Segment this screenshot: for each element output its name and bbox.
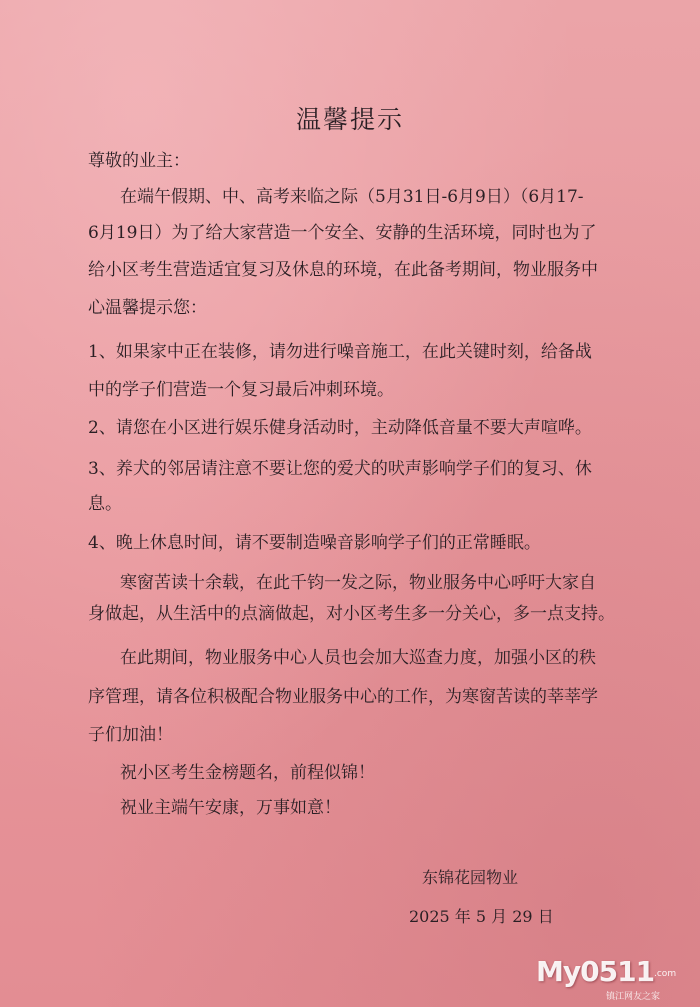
watermark-logo: [536, 955, 696, 1003]
list-item-4-line: 4、晚上休息时间，请不要制造噪音影响学子们的正常睡眠。: [88, 533, 541, 553]
list-item-2-line: 2、请您在小区进行娱乐健身活动时，主动降低音量不要大声喧哗。: [88, 418, 592, 438]
wish-line: 祝业主端午安康，万事如意！: [120, 798, 341, 818]
list-item-3-line: 息。: [88, 494, 122, 514]
paragraph-line: 身做起，从生活中的点滴做起，对小区考生多一分关心，多一点支持。: [88, 604, 615, 624]
paragraph-line: 6月19日）为了给大家营造一个安全、安静的生活环境，同时也为了: [88, 223, 597, 243]
paragraph-line: 在此期间，物业服务中心人员也会加大巡查力度，加强小区的秩: [120, 648, 596, 668]
list-item-1-line: 中的学子们营造一个复习最后冲刺环境。: [88, 380, 394, 400]
signature: 东锦花园物业: [422, 868, 519, 887]
watermark-sub: 镇江网友之家: [606, 992, 661, 1002]
paragraph-line: 给小区考生营造适宜复习及休息的环境，在此备考期间，物业服务中: [88, 260, 598, 280]
date: 2025 年 5 月 29 日: [409, 907, 554, 926]
paragraph-line: 子们加油！: [88, 725, 173, 745]
notice-title: 温馨提示: [295, 105, 404, 134]
greeting: 尊敬的业主：: [88, 151, 190, 171]
paragraph-line: 在端午假期、中、高考来临之际（5月31日-6月9日）（6月17-: [120, 187, 584, 207]
watermark-domain: .com: [654, 969, 677, 979]
list-item-3-line: 3、养犬的邻居请注意不要让您的爱犬的吠声影响学子们的复习、休: [88, 459, 592, 479]
wish-line: 祝小区考生金榜题名，前程似锦！: [120, 763, 375, 783]
watermark-main: My0511: [536, 955, 655, 988]
paragraph-line: 序管理，请各位积极配合物业服务中心的工作，为寒窗苦读的莘莘学: [88, 687, 598, 707]
paragraph-line: 心温馨提示您：: [88, 298, 207, 318]
paragraph-line: 寒窗苦读十余载，在此千钧一发之际，物业服务中心呼吁大家自: [120, 573, 596, 593]
list-item-1-line: 1、如果家中正在装修，请勿进行噪音施工，在此关键时刻，给备战: [88, 342, 592, 362]
